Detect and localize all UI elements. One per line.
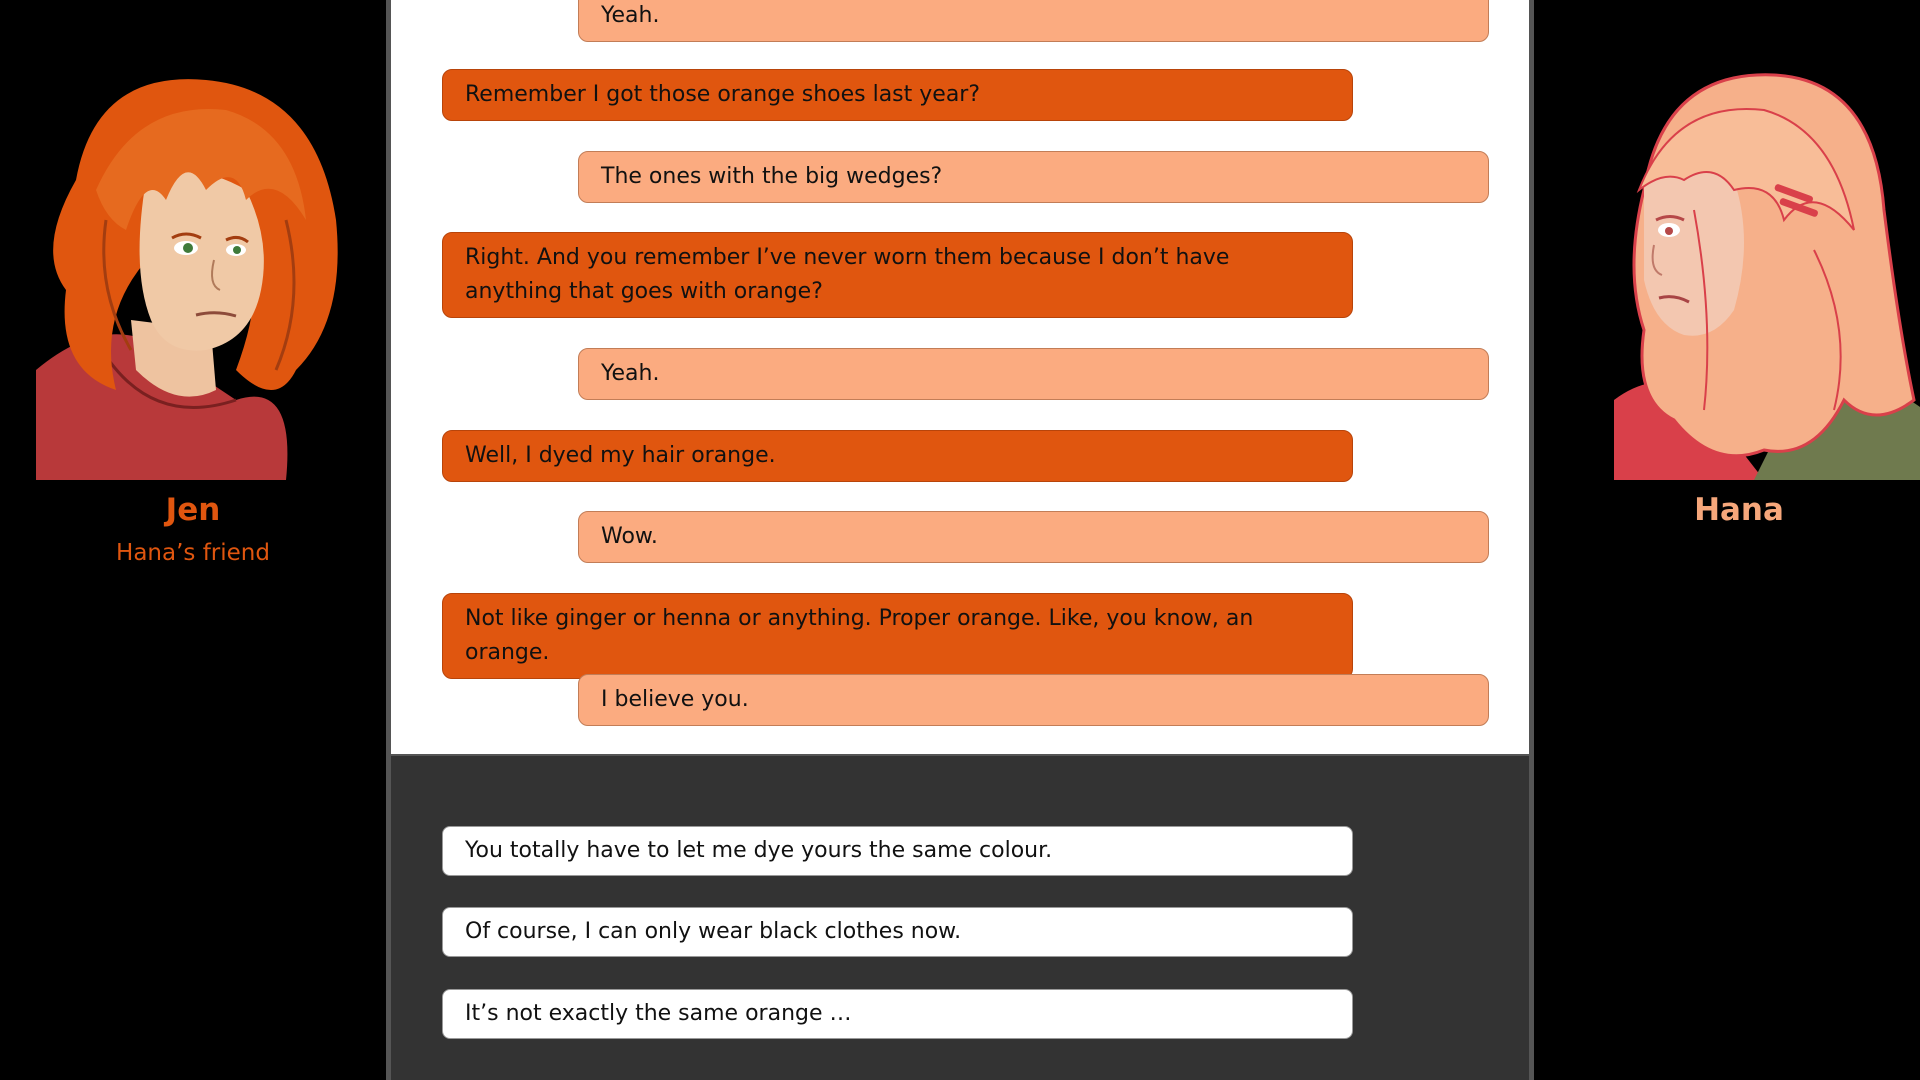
message-bubble-jen	[442, 593, 1353, 679]
message-text: The ones with the big wedges?	[601, 164, 943, 189]
jen-name-label: Jen	[165, 492, 221, 528]
message-text: Remember I got those orange shoes last year?	[465, 82, 981, 107]
message-text: I believe you.	[601, 687, 749, 712]
jen-portrait	[36, 70, 346, 480]
message-text: Wow.	[601, 524, 658, 549]
conversation-frame	[386, 0, 1534, 1080]
message-bubble-hana	[578, 511, 1489, 563]
message-text: Right. And you remember I’ve never worn them because I don’t have anything that goes with orange?	[465, 245, 1230, 304]
message-bubble-hana	[578, 151, 1489, 203]
message-bubble-jen	[442, 430, 1353, 482]
left-character-panel	[0, 0, 386, 1080]
right-character-panel	[1534, 0, 1920, 1080]
message-bubble-jen	[442, 69, 1353, 121]
message-bubble-hana	[578, 348, 1489, 400]
message-bubble-hana	[578, 674, 1489, 726]
hana-name-label: Hana	[1694, 492, 1784, 528]
message-bubble-hana	[578, 0, 1489, 42]
transcript-panel[interactable]	[391, 0, 1529, 754]
choice-option-1[interactable]: You totally have to let me dye yours the same colour.	[442, 826, 1353, 876]
choice-option-3[interactable]: It’s not exactly the same orange …	[442, 989, 1353, 1039]
hana-portrait-illustration	[1614, 70, 1920, 480]
jen-portrait-illustration	[36, 70, 346, 480]
choices-panel	[391, 756, 1529, 1080]
message-text: Yeah.	[601, 361, 660, 386]
jen-role-label: Hana’s friend	[116, 540, 270, 566]
message-text: Not like ginger or henna or anything. Proper orange. Like, you know, an orange.	[465, 606, 1254, 665]
choice-option-2[interactable]: Of course, I can only wear black clothes now.	[442, 907, 1353, 957]
message-text: Yeah.	[601, 3, 660, 28]
hana-portrait	[1614, 70, 1920, 480]
message-bubble-jen	[442, 232, 1353, 318]
message-text: Well, I dyed my hair orange.	[465, 443, 776, 468]
